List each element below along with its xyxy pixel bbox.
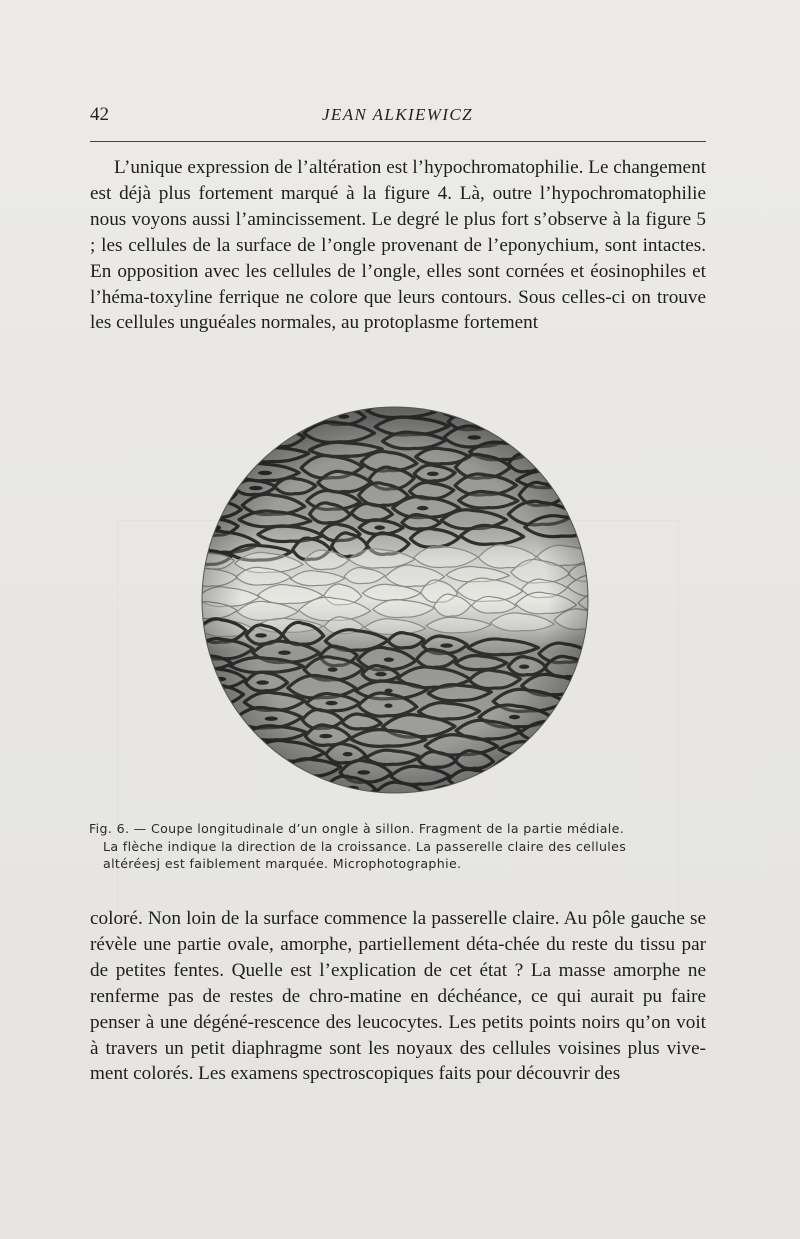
- cell-outline: [567, 762, 590, 779]
- caption-line-1: Fig. 6. — Coupe longitudinale d’un ongle à sillon. Fragment de la partie médiale.: [89, 821, 625, 836]
- cell-outline: [200, 469, 233, 487]
- cell-outline: [586, 466, 590, 482]
- cell-nucleus: [205, 727, 219, 731]
- cell-outline: [200, 737, 250, 756]
- caption-line-3: altéréesj est faiblement marquée. Microphotographie.: [103, 856, 462, 871]
- paragraph-bottom: coloré. Non loin de la surface commence la passerelle claire. Au pôle gauche se révèle une partie ovale, amorphe, partiellement déta-chée du reste du tissu par de petites fentes. Quelle est l’explication de cet état ? La masse amorphe ne renferme pas de restes de chro-matine en déchéance, ce qui aurait pu faire penser à une dégéné-rescence des leucocytes. Les petits points noirs qu’on voit à travers un petit diaphragme sont les noyaux des cellules voisines plus vive-ment colorés. Les examens spectroscopiques faits pour découvrir des: [90, 908, 706, 1085]
- caption-line-2: La flèche indique la direction de la croissance. La passerelle claire des cellules: [103, 838, 627, 854]
- running-title: JEAN ALKIEWICZ: [321, 105, 474, 124]
- cell-outline: [572, 777, 590, 795]
- cell-outline: [200, 770, 224, 788]
- cell-outline: [200, 417, 253, 434]
- cell-outline: [581, 675, 590, 699]
- cell-outline: [536, 433, 580, 454]
- cell-outline: [547, 405, 590, 406]
- cell-nucleus: [554, 731, 563, 735]
- cell-outline: [565, 693, 590, 711]
- cell-outline: [538, 405, 590, 420]
- cell-outline: [566, 478, 590, 500]
- cell-nucleus: [203, 694, 214, 698]
- cell-outline: [574, 498, 590, 519]
- header-rule: [90, 141, 706, 142]
- cell-outline: [499, 773, 571, 791]
- figure-caption: [89, 820, 707, 873]
- cell-outline: [497, 410, 539, 425]
- cell-outline: [200, 434, 255, 450]
- cell-outline: [546, 452, 590, 470]
- cell-outline: [200, 754, 227, 770]
- cell-outline: [509, 417, 573, 440]
- page-number: 42: [90, 104, 109, 125]
- cell-outline: [575, 412, 590, 434]
- cell-outline: [554, 707, 590, 727]
- cell-outline: [200, 719, 245, 737]
- cell-outline: [494, 791, 566, 795]
- cell-nucleus: [213, 458, 222, 462]
- microphotograph-image: [200, 405, 590, 795]
- cell-outline: [227, 754, 285, 776]
- cell-outline: [564, 741, 590, 760]
- cell-outline: [200, 704, 235, 724]
- microphotograph: [200, 405, 590, 795]
- cell-outline: [566, 794, 590, 795]
- paragraph-top: L’unique expression de l’altération est l’hypochromatophilie. Le changement est déjà plus fortement marqué à la figure 4. Là, outre l’hypochromatophilie nous voyons aussi l’amincissement. Le degré le plus fort s’observe à la figure 5 ; les cellules de la surface de l’ongle provenant de l’eponychium, sont intactes. En opposition avec les cellules de l’ongle, elles sont cornées et éosinophiles et l’héma-toxyline ferrique ne colore que leurs contours. Sous celles-ci on trouve les cellules unguéales normales, au protoplasme fortement: [90, 157, 706, 334]
- running-head: [90, 104, 705, 132]
- cell-outline: [223, 770, 269, 793]
- cell-outline: [200, 448, 238, 469]
- cell-outline: [580, 432, 590, 454]
- cell-outline: [271, 776, 324, 793]
- cell-outline: [496, 405, 545, 406]
